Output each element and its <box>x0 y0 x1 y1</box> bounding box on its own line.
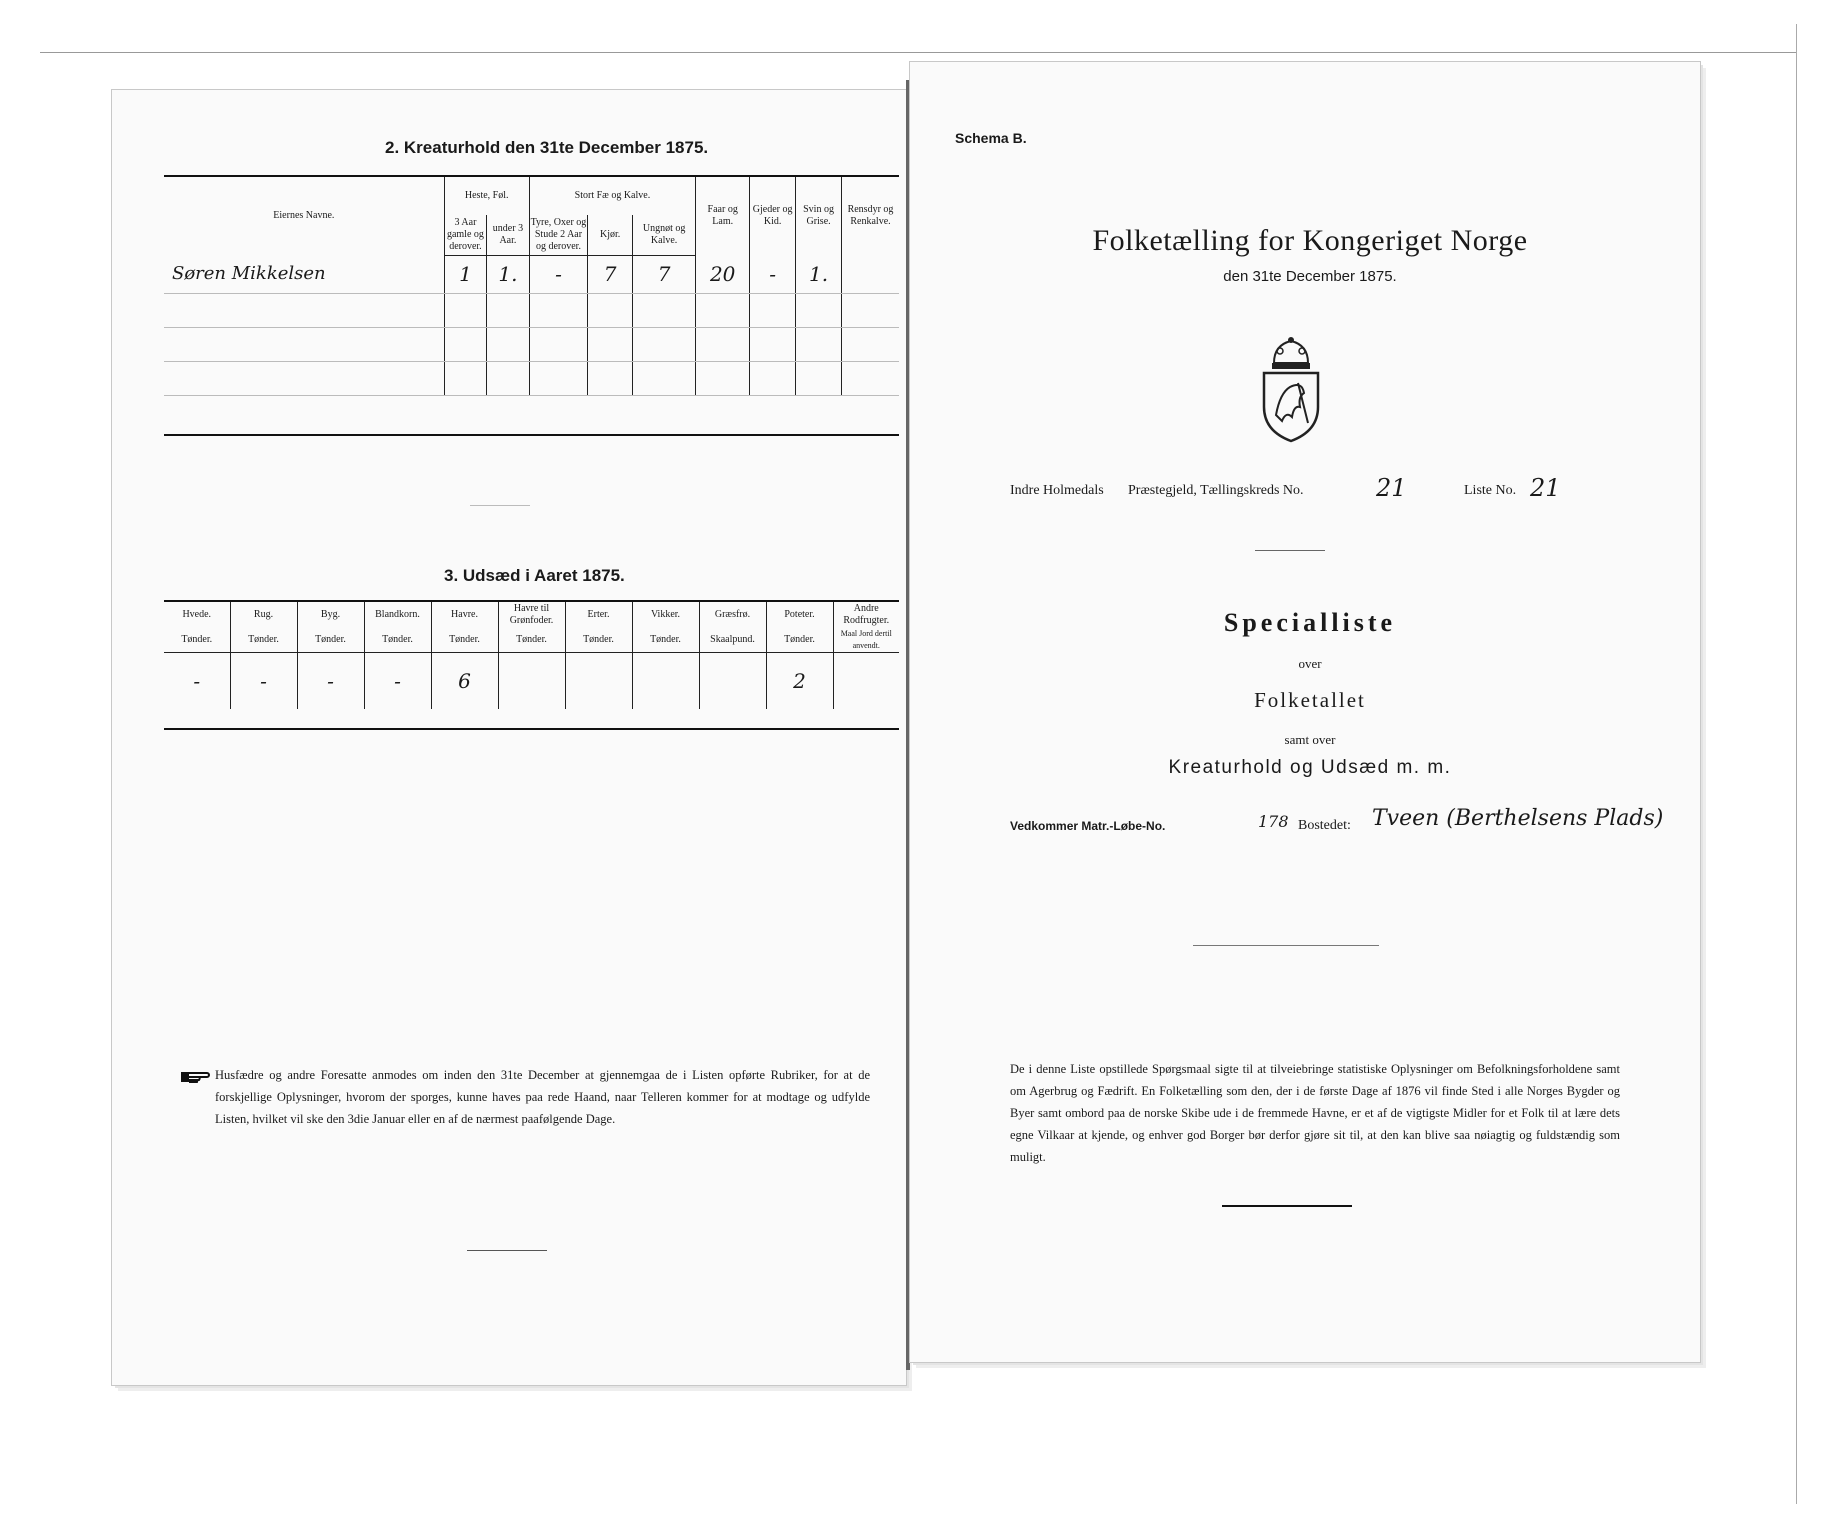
sub-cattle-young: Ungnøt og Kalve. <box>633 215 696 255</box>
col-wheat: Hvede. <box>164 602 230 628</box>
goats-cell <box>750 293 796 327</box>
vetch-cell <box>632 653 699 709</box>
notice-text: Husfædre og andre Foresatte anmodes om inden den 31te December at gjennemgaa de i Listen opførte Rubriker, for at de forskjellige Oplysninger, hvorom der sporges, kunne haves paa rede Haand, naar Telleren kommer for at modtage og udfylde Listen, hvilket vil ske den 3die Januar eller en af de nærmest paafølgende Dage. <box>215 1068 870 1126</box>
sub-cattle-cows: Kjør. <box>588 215 633 255</box>
goats-cell <box>750 327 796 361</box>
goats-cell: - <box>750 255 796 293</box>
coat-of-arms-icon <box>1254 335 1328 445</box>
col-vetch: Vikker. <box>632 602 699 628</box>
samt-over-label: samt over <box>1284 732 1336 747</box>
col-peas: Erter. <box>565 602 632 628</box>
cattle-young-cell <box>633 293 696 327</box>
sub-horses-young: under 3 Aar. <box>487 215 530 255</box>
footer-rule <box>1222 1205 1352 1207</box>
rye-cell: - <box>230 653 297 709</box>
owner-cell <box>164 327 444 361</box>
reindeer-cell <box>842 293 899 327</box>
parish-name: Indre Holmedals <box>1010 483 1104 498</box>
divider <box>470 505 530 506</box>
col-root-crops: Andre Rodfrugter. <box>833 602 899 628</box>
col-grass-seed: Græsfrø. <box>699 602 766 628</box>
reindeer-cell <box>842 327 899 361</box>
pointing-hand-icon <box>180 1068 210 1086</box>
sheep-cell <box>696 361 750 395</box>
sheep-cell <box>696 327 750 361</box>
kreaturhold-heading: Kreaturhold og Udsæd m. m. <box>1168 757 1452 778</box>
udsaed-table <box>164 602 899 709</box>
horses-old-cell: 1 <box>444 255 486 293</box>
col-pigs: Svin og Grise. <box>796 177 842 255</box>
cattle-young-cell <box>633 361 696 395</box>
sheep-cell <box>696 293 750 327</box>
unit-potatoes: Tønder. <box>766 628 833 653</box>
pigs-cell: 1. <box>796 255 842 293</box>
unit-wheat: Tønder. <box>164 628 230 653</box>
cattle-cows-cell: 7 <box>588 255 633 293</box>
bosted-value: Tveen (Berthelsens Plads) <box>1372 806 1664 831</box>
cattle-bulls-cell <box>529 327 588 361</box>
udsaed-bottom-rule <box>164 728 899 730</box>
goats-cell <box>750 361 796 395</box>
title-date: den 31te December 1875. <box>1223 268 1397 285</box>
scan-frame-right <box>1796 24 1797 1504</box>
main-title: Folketælling for Kongeriget Norge <box>1092 224 1528 257</box>
peas-cell <box>565 653 632 709</box>
green-fodder-cell <box>498 653 565 709</box>
matr-label: Vedkommer Matr.-Løbe-No. <box>1010 819 1166 833</box>
sheep-cell: 20 <box>696 255 750 293</box>
cattle-bulls-cell <box>529 361 588 395</box>
cattle-cows-cell <box>588 327 633 361</box>
table-row <box>164 653 899 709</box>
col-barley: Byg. <box>297 602 364 628</box>
unit-mixed-grain: Tønder. <box>364 628 431 653</box>
liste-number: 21 <box>1530 474 1561 502</box>
owner-cell <box>164 361 444 395</box>
cattle-cows-cell <box>588 293 633 327</box>
reindeer-cell <box>842 255 899 293</box>
table-row <box>164 327 899 361</box>
horses-old-cell <box>444 293 486 327</box>
horses-young-cell: 1. <box>487 255 530 293</box>
cattle-bulls-cell <box>529 293 588 327</box>
pigs-cell <box>796 361 842 395</box>
cattle-young-cell <box>633 327 696 361</box>
kreds-number: 21 <box>1376 474 1407 502</box>
info-text: De i denne Liste opstillede Spørgsmaal sigte til at tilveiebringe statistiske Oplysninger om Befolkningsforholdene samt om Agerbrug og Fædrift. En Folketælling som den, der i de første Dage af 1876 vil finde Sted i alle Norges Bygder og Byer samt ombord paa de norske Skibe ude i de fremmede Havne, er et af de vigtigste Midler for et Folk til at lære dets egne Vilkaar at kjende, og enhver god Borger bør derfor gjøre sit til, at den kan blive saa nøiagtig og fuldstændig som muligt. <box>1010 1062 1620 1164</box>
unit-green-fodder: Tønder. <box>498 628 565 653</box>
sub-horses-old: 3 Aar gamle og derover. <box>444 215 486 255</box>
parish-label: Præstegjeld, Tællingskreds No. <box>1128 483 1304 498</box>
group-horses: Heste, Føl. <box>444 177 529 215</box>
owner-cell <box>164 293 444 327</box>
table-row <box>164 255 899 293</box>
unit-oats: Tønder. <box>431 628 498 653</box>
col-oats: Havre. <box>431 602 498 628</box>
divider <box>1193 945 1379 946</box>
barley-cell: - <box>297 653 364 709</box>
horses-old-cell <box>444 327 486 361</box>
scan-frame-top <box>40 52 1796 53</box>
pigs-cell <box>796 293 842 327</box>
horses-young-cell <box>487 293 530 327</box>
cattle-bulls-cell: - <box>529 255 588 293</box>
specialliste-heading: Specialliste <box>1223 608 1397 637</box>
folketallet-heading: Folketallet <box>1254 688 1366 712</box>
divider <box>1255 550 1325 551</box>
grass-seed-cell <box>699 653 766 709</box>
unit-rye: Tønder. <box>230 628 297 653</box>
table-row <box>164 293 899 327</box>
horses-old-cell <box>444 361 486 395</box>
kreaturhold-title: 2. Kreaturhold den 31te December 1875. <box>385 138 709 157</box>
schema-label: Schema B. <box>955 130 1027 146</box>
sub-cattle-bulls: Tyre, Oxer og Stude 2 Aar og derover. <box>529 215 588 255</box>
group-cattle: Stort Fæ og Kalve. <box>529 177 696 215</box>
horses-young-cell <box>487 361 530 395</box>
pigs-cell <box>796 327 842 361</box>
col-potatoes: Poteter. <box>766 602 833 628</box>
unit-peas: Tønder. <box>565 628 632 653</box>
udsaed-title: 3. Udsæd i Aaret 1875. <box>444 566 625 585</box>
bosted-label: Bostedet: <box>1298 818 1351 833</box>
matr-number: 178 <box>1258 812 1289 831</box>
col-rye: Rug. <box>230 602 297 628</box>
unit-vetch: Tønder. <box>632 628 699 653</box>
col-sheep: Faar og Lam. <box>696 177 750 255</box>
footer-rule <box>467 1250 547 1251</box>
unit-barley: Tønder. <box>297 628 364 653</box>
liste-label: Liste No. <box>1464 483 1517 498</box>
col-mixed-grain: Blandkorn. <box>364 602 431 628</box>
oats-cell: 6 <box>431 653 498 709</box>
kreaturhold-bottom-rule <box>164 434 899 436</box>
horses-young-cell <box>487 327 530 361</box>
cattle-young-cell: 7 <box>633 255 696 293</box>
col-owner: Eiernes Navne. <box>164 177 444 255</box>
unit-grass-seed: Skaalpund. <box>699 628 766 653</box>
owner-cell: Søren Mikkelsen <box>164 255 444 293</box>
mixed-grain-cell: - <box>364 653 431 709</box>
unit-root-crops: Maal Jord dertil anvendt. <box>833 628 899 653</box>
over-label: over <box>1298 656 1322 671</box>
wheat-cell: - <box>164 653 230 709</box>
cattle-cows-cell <box>588 361 633 395</box>
kreaturhold-table <box>164 177 899 396</box>
root-crops-cell <box>833 653 899 709</box>
reindeer-cell <box>842 361 899 395</box>
potatoes-cell: 2 <box>766 653 833 709</box>
col-green-fodder: Havre til Grønfoder. <box>498 602 565 628</box>
table-row <box>164 361 899 395</box>
col-goats: Gjeder og Kid. <box>750 177 796 255</box>
col-reindeer: Rensdyr og Renkalve. <box>842 177 899 255</box>
